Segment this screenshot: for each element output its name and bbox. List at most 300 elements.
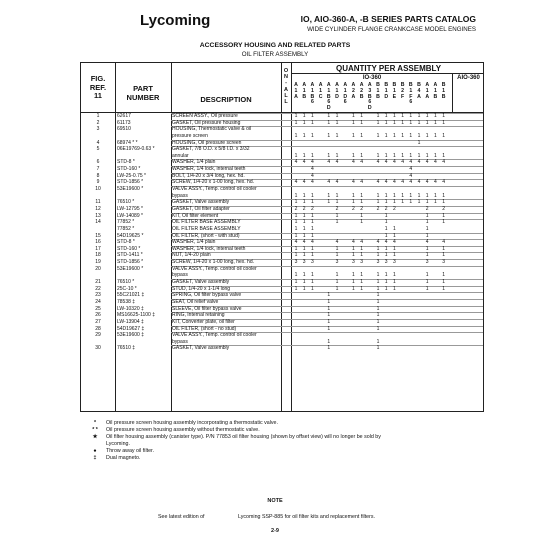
quantity-cell: 1 (384, 192, 388, 199)
quantity-cell: 1 (393, 119, 396, 126)
quantity-cell: 4 (335, 239, 339, 246)
quantity-cell: 4 (434, 159, 437, 166)
quantity-cell: 1 (384, 232, 388, 239)
quantity-cell: 3 (360, 259, 363, 266)
fig-ref: 11 (95, 199, 101, 206)
parts-rows (81, 113, 483, 352)
quantity-cell: 1 (311, 199, 314, 206)
quantity-cell: 1 (376, 312, 380, 319)
quantity-cell: 1 (442, 285, 445, 292)
quantity-cell: 1 (376, 318, 380, 325)
quantity-cell: 1 (393, 225, 396, 232)
quantity-cell: 1 (409, 192, 413, 199)
fig-ref: 25 (95, 305, 101, 312)
quantity-cell: 2 (311, 205, 314, 212)
part-number: 53E19600 * (117, 265, 144, 272)
quantity-cell: 2 (376, 205, 380, 212)
quantity-cell: 3 (442, 259, 445, 266)
brand-logo-text: Lycoming (140, 12, 211, 29)
quantity-cell: 1 (311, 152, 314, 159)
quantity-cell: 1 (360, 245, 363, 252)
quantity-cell: 1 (360, 252, 363, 259)
part-number: 78538 ‡ (117, 298, 136, 305)
quantity-cell: 4 (401, 159, 404, 166)
quantity-cell: 3 (311, 259, 314, 266)
fig-ref: 6 (96, 159, 100, 166)
quantity-cell: 1 (401, 119, 404, 126)
footnote-symbol: ★ (92, 434, 98, 440)
quantity-cell: 4 (352, 179, 355, 186)
quantity-cell: 1 (302, 279, 306, 286)
quantity-cell: 1 (302, 119, 306, 126)
quantity-cell: 4 (384, 159, 388, 166)
quantity-cell: 1 (311, 192, 314, 199)
fig-ref: 20 (95, 265, 101, 272)
quantity-cell: 1 (425, 219, 429, 226)
description: bypass (172, 192, 188, 199)
model-column-header: A 1 B (433, 82, 438, 100)
quantity-cell: 1 (417, 113, 421, 119)
table-row (81, 299, 483, 306)
quantity-cell: 1 (417, 119, 421, 126)
quantity-cell: 1 (327, 192, 331, 199)
quantity-cell: 1 (434, 199, 437, 206)
quantity-cell: 4 (294, 159, 298, 166)
quantity-cell: 1 (417, 199, 421, 206)
quantity-cell: 4 (360, 159, 363, 166)
quantity-cell: 1 (417, 152, 421, 159)
quantity-cell: 1 (352, 152, 355, 159)
quantity-cell: 1 (335, 285, 339, 292)
quantity-cell: 4 (302, 239, 306, 246)
quantity-cell: 1 (327, 312, 331, 319)
quantity-cell: 4 (442, 239, 445, 246)
quantity-cell: 1 (327, 292, 331, 299)
quantity-cell: 1 (384, 119, 388, 126)
quantity-cell: 1 (425, 212, 429, 219)
section-subtitle: OIL FILTER ASSEMBLY (241, 51, 309, 58)
fig-ref-header: FIG. REF. 11 (89, 74, 107, 100)
fig-ref: 9 (96, 179, 100, 186)
part-number: 77852 * (117, 219, 135, 226)
part-number: 54D19627 ‡ (117, 325, 145, 332)
optional-header: O N - A L L (283, 68, 289, 106)
description: VALVE ASSY., Temp. control oil cooler (172, 265, 257, 272)
quantity-cell: 3 (294, 259, 298, 266)
quantity-cell: 1 (335, 212, 339, 219)
description: OIL FILTER BASE ASSEMBLY (172, 225, 241, 232)
quantity-cell: 1 (442, 279, 445, 286)
description: SCREW, 1/4-20 x 1-00 long, hex. hd. (172, 259, 254, 266)
quantity-cell: 1 (442, 219, 445, 226)
quantity-cell: 1 (352, 252, 355, 259)
fig-ref: 28 (95, 325, 101, 332)
quantity-cell: 4 (327, 159, 331, 166)
quantity-cell: 1 (335, 119, 339, 126)
quantity-cell: 1 (327, 325, 331, 332)
quantity-cell: 4 (384, 179, 388, 186)
quantity-cell: 1 (302, 232, 306, 239)
description: SCREEN ASSY., Oil pressure (172, 113, 238, 119)
footnote (88, 441, 488, 448)
quantity-cell: 1 (393, 152, 396, 159)
quantity-cell: 1 (311, 225, 314, 232)
quantity-cell: 1 (376, 132, 380, 139)
table-row (81, 126, 483, 133)
quantity-cell: 3 (352, 259, 355, 266)
quantity-cell: 1 (327, 119, 331, 126)
footnotes (88, 420, 488, 462)
quantity-cell: 1 (294, 252, 298, 259)
table-row (81, 166, 483, 173)
quantity-cell: 1 (294, 132, 298, 139)
description: VALVE ASSY., Temp. control oil cooler (172, 332, 257, 339)
table-row (81, 326, 483, 333)
parts-table (80, 62, 484, 412)
fig-ref: 21 (95, 279, 101, 286)
quantity-cell: 1 (352, 119, 355, 126)
quantity-cell: 4 (311, 239, 314, 246)
quantity-cell: 1 (401, 152, 404, 159)
quantity-cell: 2 (335, 205, 339, 212)
description: KIT, Oil filter element (172, 212, 219, 219)
quantity-cell: 1 (294, 232, 298, 239)
description: WASHER, 1/4 lock, internal teeth (172, 245, 246, 252)
quantity-cell: 1 (327, 113, 331, 119)
description-header: DESCRIPTION (200, 95, 252, 104)
quantity-cell: 1 (401, 192, 404, 199)
description: RING, Internal retaining (172, 312, 225, 319)
model-column-header: B 1 B (441, 82, 446, 100)
fig-ref: 13 (95, 212, 101, 219)
quantity-cell: 1 (376, 338, 380, 345)
description: WASHER, 1/4 plain (172, 159, 216, 166)
quantity-cell: 1 (401, 113, 404, 119)
description: GASKET, Valve assembly (172, 199, 230, 206)
quantity-cell: 1 (384, 252, 388, 259)
quantity-cell: 1 (311, 245, 314, 252)
quantity-cell: 1 (311, 219, 314, 226)
table-row (81, 272, 483, 279)
model-column-header: A 2 B (359, 82, 364, 100)
part-number: 54D19625 * (117, 232, 144, 239)
quantity-header: QUANTITY PER ASSEMBLY (335, 64, 442, 73)
part-number: 61173 (117, 119, 131, 126)
footnote-text: Dual magneto. (106, 455, 141, 461)
table-row (81, 319, 483, 326)
quantity-cell: 1 (401, 132, 404, 139)
see-note-right: Lycoming SSP-885 for oil filter kits and replacement filters. (238, 514, 375, 520)
description: GASKET, Valve assembly (172, 345, 230, 352)
quantity-cell: 4 (352, 239, 355, 246)
quantity-cell: 1 (425, 232, 429, 239)
table-row (81, 140, 483, 147)
part-number: STD-1856 * (117, 259, 144, 266)
quantity-cell: 1 (425, 199, 429, 206)
part-number: 76510 * (117, 199, 135, 206)
quantity-cell: 4 (294, 239, 298, 246)
io-360-group-header: IO-360 (362, 75, 382, 81)
part-number: STD-8 * (117, 159, 135, 166)
quantity-cell: 1 (335, 245, 339, 252)
description: annular (172, 152, 189, 159)
fig-ref: 18 (95, 252, 101, 259)
footnote (88, 420, 488, 427)
quantity-cell: 1 (311, 113, 314, 119)
table-row (81, 199, 483, 206)
quantity-cell: 1 (311, 285, 314, 292)
part-number: 25C-10 * (117, 285, 137, 292)
quantity-cell: 1 (425, 279, 429, 286)
quantity-cell: 1 (311, 272, 314, 279)
part-number: LW-14089 * (117, 212, 143, 219)
note-heading: NOTE (267, 498, 283, 504)
quantity-cell: 1 (294, 212, 298, 219)
quantity-cell: 4 (425, 239, 429, 246)
quantity-cell: 4 (352, 159, 355, 166)
quantity-cell: 1 (360, 192, 363, 199)
table-row (81, 153, 483, 160)
quantity-cell: 1 (360, 212, 363, 219)
quantity-cell: 1 (352, 199, 355, 206)
table-row (81, 133, 483, 140)
quantity-cell: 1 (311, 279, 314, 286)
quantity-cell: 1 (294, 245, 298, 252)
table-row (81, 239, 483, 246)
quantity-cell: 1 (442, 119, 445, 126)
description: WASHER, 1/4 lock, internal teeth (172, 166, 246, 173)
fig-ref: 2 (96, 119, 100, 126)
quantity-cell: 3 (384, 259, 388, 266)
quantity-cell: 1 (327, 318, 331, 325)
table-row (81, 159, 483, 166)
quantity-cell: 1 (302, 113, 306, 119)
quantity-cell: 1 (294, 152, 298, 159)
quantity-cell: 1 (360, 279, 363, 286)
quantity-cell: 4 (417, 159, 421, 166)
footnote-symbol: ● (93, 448, 97, 454)
part-number: STD-160 * (117, 245, 141, 252)
fig-ref: 8 (96, 172, 100, 179)
quantity-cell: 3 (376, 259, 380, 266)
table-row (81, 345, 483, 352)
quantity-cell: 1 (327, 199, 331, 206)
footnote-text: Lycoming. (106, 441, 130, 447)
part-number: LW-10320 ‡ (117, 305, 144, 312)
quantity-cell: 1 (393, 252, 396, 259)
table-row (81, 266, 483, 273)
description: HOUSING, Thermostatic valve & oil (172, 126, 252, 133)
model-column-header: B 4 A (417, 82, 421, 100)
quantity-cell: 1 (425, 132, 429, 139)
part-number: LW-12795 * (117, 205, 143, 212)
part-number: 53E19600 * (117, 186, 144, 193)
quantity-cell: 1 (442, 113, 445, 119)
quantity-cell: 1 (352, 192, 355, 199)
quantity-cell: 1 (425, 119, 429, 126)
quantity-cell: 1 (335, 113, 339, 119)
quantity-cell: 1 (393, 272, 396, 279)
quantity-cell: 4 (302, 159, 306, 166)
quantity-cell: 1 (442, 152, 445, 159)
quantity-cell: 1 (393, 279, 396, 286)
quantity-cell: 1 (335, 192, 339, 199)
quantity-cell: 2 (294, 205, 298, 212)
part-number: 68974 * * (117, 139, 138, 146)
quantity-cell: 4 (327, 179, 331, 186)
quantity-cell: 1 (327, 305, 331, 312)
quantity-cell: 1 (384, 245, 388, 252)
quantity-cell: 1 (294, 119, 298, 126)
quantity-cell: 1 (384, 219, 388, 226)
quantity-cell: 1 (376, 272, 380, 279)
table-row (81, 226, 483, 233)
table-row (81, 286, 483, 293)
model-column-header: A 1 B (302, 82, 307, 100)
quantity-cell: 4 (409, 172, 413, 179)
quantity-cell: 1 (376, 252, 380, 259)
quantity-cell: 4 (376, 239, 380, 246)
quantity-cell: 1 (327, 152, 331, 159)
quantity-cell: 1 (442, 132, 445, 139)
quantity-cell: 1 (376, 119, 380, 126)
quantity-cell: 1 (294, 272, 298, 279)
quantity-cell: 1 (409, 113, 413, 119)
part-number: STD-160 * (117, 166, 141, 173)
table-row (81, 332, 483, 339)
quantity-cell: 1 (294, 285, 298, 292)
fig-ref: 3 (96, 126, 100, 133)
quantity-cell: 1 (352, 285, 355, 292)
table-row (81, 193, 483, 200)
part-number-header: PART NUMBER (126, 84, 160, 102)
model-column-header: A 1 B 6 D (326, 82, 331, 112)
quantity-cell: 1 (360, 219, 363, 226)
table-row (81, 113, 483, 120)
quantity-cell: 4 (434, 179, 437, 186)
quantity-cell: 1 (434, 132, 437, 139)
quantity-cell: 1 (360, 272, 363, 279)
quantity-cell: 1 (360, 285, 363, 292)
table-row (81, 173, 483, 180)
quantity-cell: 1 (384, 225, 388, 232)
part-number: STD-1411 * (117, 252, 143, 259)
quantity-cell: 1 (360, 119, 363, 126)
fig-ref: 19 (95, 259, 101, 266)
fig-ref: 7 (96, 166, 100, 173)
model-column-header: B 1 E (392, 82, 397, 100)
quantity-cell: 1 (425, 113, 429, 119)
part-number: 06E19769-0.63 * (117, 146, 155, 153)
model-column-header: A 1 B 6 (310, 82, 315, 106)
quantity-cell: 1 (376, 305, 380, 312)
quantity-cell: 1 (352, 279, 355, 286)
fig-ref: 22 (95, 285, 101, 292)
quantity-cell: 4 (311, 172, 314, 179)
table-row (81, 339, 483, 346)
model-column-header: B 2 F (400, 82, 405, 100)
aio-360-group-header: AIO-360 (457, 75, 480, 81)
model-column-header: A 1 A (425, 82, 430, 100)
quantity-cell: 1 (409, 119, 413, 126)
quantity-cell: 1 (434, 192, 437, 199)
footnote-text: Oil pressure screen housing assembly incorporating a thermostatic valve. (106, 420, 278, 426)
quantity-cell: 1 (393, 285, 396, 292)
table-row (81, 306, 483, 313)
quantity-cell: 4 (360, 239, 363, 246)
table-row (81, 146, 483, 153)
quantity-cell: 4 (311, 179, 314, 186)
footnote-symbol: * * (92, 427, 98, 433)
quantity-cell: 1 (360, 113, 363, 119)
quantity-cell: 1 (393, 192, 396, 199)
description: VALVE ASSY., Temp. control oil cooler (172, 186, 257, 193)
footnote-symbol: ‡ (93, 455, 97, 461)
quantity-cell: 1 (393, 113, 396, 119)
description: BOLT, 1/4-20 x 3/4 long, hex. hd. (172, 172, 245, 179)
quantity-cell: 1 (384, 285, 388, 292)
quantity-cell: 4 (294, 179, 298, 186)
quantity-cell: 1 (401, 199, 404, 206)
quantity-cell: 4 (393, 179, 396, 186)
part-number: 69510 (117, 126, 131, 133)
quantity-cell: 4 (425, 159, 429, 166)
model-column-header: A 1 D 6 (343, 82, 348, 106)
section-title: ACCESSORY HOUSING AND RELATED PARTS (199, 42, 351, 49)
footnote-text: Oil pressure screen housing assembly without thermostatic valve. (106, 427, 260, 433)
description: KIT, Converter plate, oil filter (172, 318, 235, 325)
see-note-left: See latest edition of (158, 514, 205, 520)
quantity-cell: 3 (335, 259, 339, 266)
footnote (88, 448, 488, 455)
quantity-cell: 1 (302, 272, 306, 279)
quantity-cell: 3 (425, 259, 429, 266)
description: OIL FILTER, (short - no stud) (172, 325, 237, 332)
quantity-cell: 1 (311, 252, 314, 259)
quantity-cell: 1 (376, 199, 380, 206)
part-number: STD-1856 * (117, 179, 144, 186)
quantity-cell: 3 (393, 259, 396, 266)
fig-ref: 27 (95, 318, 101, 325)
quantity-cell: 1 (376, 245, 380, 252)
quantity-cell: 4 (409, 166, 413, 173)
footnote (88, 434, 488, 441)
quantity-cell: 1 (327, 298, 331, 305)
quantity-cell: 1 (302, 225, 306, 232)
footnote (88, 455, 488, 462)
quantity-cell: 4 (311, 166, 314, 173)
quantity-cell: 1 (376, 152, 380, 159)
description: SLEEVE, Oil filter bypass valve (172, 305, 242, 312)
quantity-cell: 4 (409, 179, 413, 186)
quantity-cell: 1 (335, 132, 339, 139)
table-row (81, 252, 483, 259)
quantity-cell: 1 (352, 132, 355, 139)
quantity-cell: 4 (425, 179, 429, 186)
quantity-cell: 1 (360, 199, 363, 206)
fig-ref: 26 (95, 312, 101, 319)
quantity-cell: 1 (311, 212, 314, 219)
quantity-cell: 1 (335, 252, 339, 259)
description: OIL FILTER BASE ASSEMBLY (172, 219, 241, 226)
quantity-cell: 1 (425, 272, 429, 279)
quantity-cell: 2 (393, 205, 396, 212)
quantity-cell: 4 (311, 159, 314, 166)
quantity-cell: 1 (302, 252, 306, 259)
quantity-cell: 2 (352, 205, 355, 212)
quantity-cell: 1 (393, 199, 396, 206)
quantity-cell: 1 (335, 199, 339, 206)
